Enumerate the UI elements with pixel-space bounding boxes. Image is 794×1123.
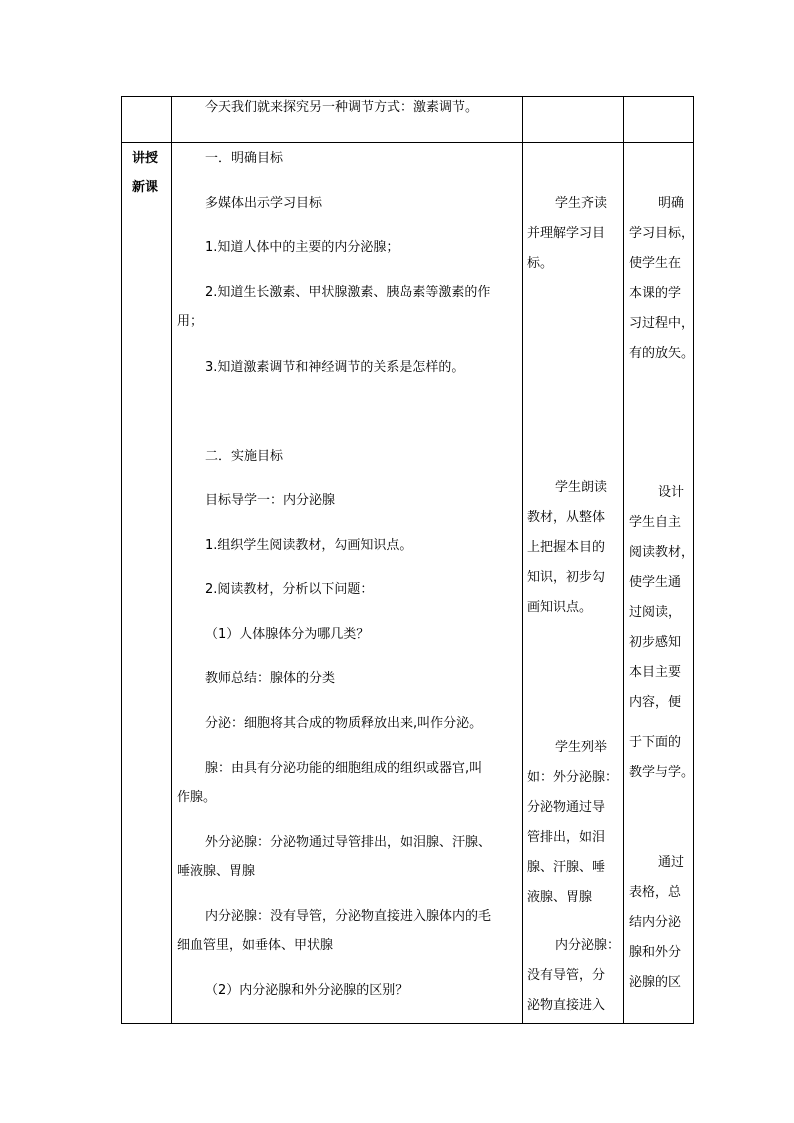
design-purpose-line: 初步感知: [629, 635, 682, 650]
column-divider-3: [623, 96, 624, 1024]
content-line: 外分泌腺：分泌物通过导管排出，如泪腺、汗腺、: [205, 835, 492, 850]
content-line: 作腺。: [177, 790, 217, 805]
student-activity-line: 教材，从整体: [527, 510, 606, 525]
intro-text: 今天我们就来探究另一种调节方式：激素调节。: [205, 100, 479, 115]
design-purpose-line: 明确: [658, 196, 685, 211]
content-line: 多媒体出示学习目标: [205, 196, 323, 211]
content-line: 一．明确目标: [205, 151, 284, 166]
student-activity-line: 腺、汗腺、唾: [527, 860, 606, 875]
design-purpose-line: 腺和外分: [629, 945, 682, 960]
content-line: 二．实施目标: [205, 449, 284, 464]
student-activity-line: 并理解学习目: [527, 226, 606, 241]
content-line: （2）内分泌腺和外分泌腺的区别？: [205, 983, 409, 998]
content-line: 细血管里，如垂体、甲状腺: [177, 938, 334, 953]
design-purpose-line: 本课的学: [629, 286, 682, 301]
design-purpose-line: 阅读教材，: [629, 545, 695, 560]
student-activity-line: 如：外分泌腺：: [527, 770, 619, 785]
content-line: 目标导学一：内分泌腺: [205, 493, 336, 508]
design-purpose-line: 内容，便: [629, 695, 682, 710]
design-purpose-line: 本目主要: [629, 665, 682, 680]
content-line: 教师总结：腺体的分类: [205, 671, 336, 686]
design-purpose-line: 设计: [658, 485, 685, 500]
design-purpose-line: 使学生在: [629, 256, 682, 271]
content-line: 唾液腺、胃腺: [177, 864, 256, 879]
student-activity-line: 管排出，如泪: [527, 830, 606, 845]
row-divider: [121, 142, 694, 143]
student-activity-line: 学生朗读: [555, 480, 608, 495]
content-line: 2.知道生长激素、甲状腺激素、胰岛素等激素的作: [205, 285, 491, 300]
design-purpose-line: 教学与学。: [629, 765, 695, 780]
content-line: （1）人体腺体分为哪几类？: [205, 627, 370, 642]
design-purpose-line: 过阅读，: [629, 605, 682, 620]
design-purpose-line: 通过: [658, 855, 685, 870]
student-activity-line: 知识，初步勾: [527, 570, 606, 585]
student-activity-line: 标。: [527, 256, 554, 271]
student-activity-line: 上把握本目的: [527, 540, 606, 555]
content-line: 1.知道人体中的主要的内分泌腺；: [205, 240, 400, 255]
design-purpose-line: 学习目标，: [629, 226, 695, 241]
table-border-top: [121, 96, 694, 97]
content-line: 内分泌腺：没有导管，分泌物直接进入腺体内的毛: [205, 909, 492, 924]
student-activity-line: 液腺、胃腺: [527, 890, 593, 905]
table-border-bottom: [121, 1023, 694, 1024]
design-purpose-line: 使学生通: [629, 575, 682, 590]
student-activity-line: 内分泌腺：: [555, 938, 621, 953]
content-line: 2.阅读教材，分析以下问题：: [205, 582, 374, 597]
design-purpose-line: 于下面的: [629, 735, 682, 750]
table-border-left: [121, 96, 122, 1024]
content-line: 3.知道激素调节和神经调节的关系是怎样的。: [205, 360, 465, 375]
section-label-line-1: 讲授: [132, 151, 159, 166]
section-label-line-2: 新课: [132, 180, 159, 195]
column-divider-1: [171, 96, 172, 1024]
student-activity-line: 分泌物通过导: [527, 800, 606, 815]
content-line: 腺：由具有分泌功能的细胞组成的组织或器官,叫: [205, 761, 483, 776]
student-activity-line: 泌物直接进入: [527, 998, 606, 1013]
content-line: 分泌：细胞将其合成的物质释放出来,叫作分泌。: [205, 716, 483, 731]
student-activity-line: 学生齐读: [555, 196, 608, 211]
design-purpose-line: 表格，总: [629, 885, 682, 900]
design-purpose-line: 有的放矢。: [629, 346, 695, 361]
design-purpose-line: 学生自主: [629, 515, 682, 530]
design-purpose-line: 泌腺的区: [629, 975, 682, 990]
content-line: 用；: [177, 314, 204, 329]
lesson-plan-table: [121, 96, 694, 1024]
student-activity-line: 没有导管，分: [527, 968, 606, 983]
column-divider-2: [522, 96, 523, 1024]
student-activity-line: 画知识点。: [527, 600, 593, 615]
content-line: 1.组织学生阅读教材，勾画知识点。: [205, 538, 413, 553]
student-activity-line: 学生列举: [555, 740, 608, 755]
design-purpose-line: 习过程中，: [629, 316, 695, 331]
design-purpose-line: 结内分泌: [629, 915, 682, 930]
